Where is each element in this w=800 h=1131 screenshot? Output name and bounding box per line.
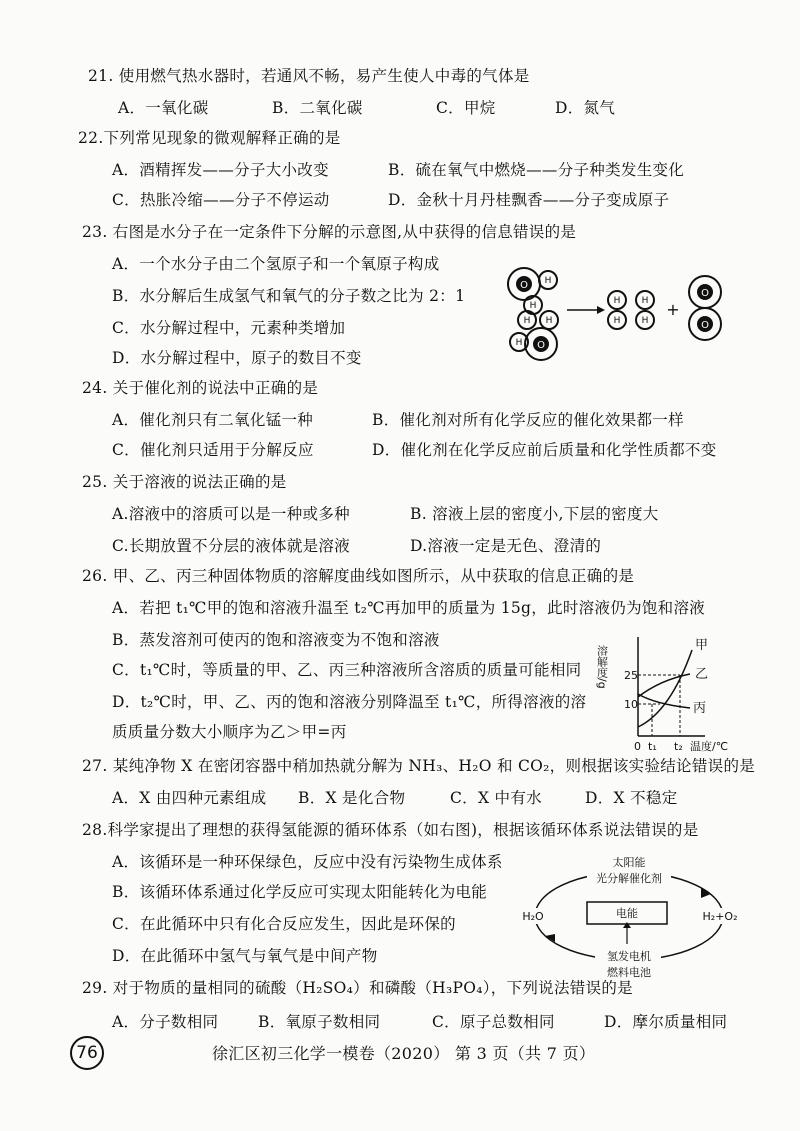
atom-h-label: H — [641, 316, 649, 326]
label-sun: 太阳能 — [612, 856, 646, 869]
legend-yi: 乙 — [695, 667, 709, 682]
q25-option-d[interactable]: D.溶液一定是无色、澄清的 — [410, 537, 602, 555]
q26-option-d[interactable]: D．t₂℃时，甲、乙、丙的饱和溶液分别降温至 t₁℃，所得溶液的溶 — [112, 693, 587, 711]
atom-o-label: O — [701, 288, 709, 299]
q26-option-a[interactable]: A．若把 t₁℃甲的饱和溶液升温至 t₂℃再加甲的质量为 15g，此时溶液仍为饱和溶液 — [112, 599, 706, 617]
legend-jia: 甲 — [695, 638, 709, 653]
atom-o-label: O — [701, 320, 709, 331]
q27-option-a[interactable]: A．X 由四种元素组成 — [112, 789, 267, 807]
tick-10: 10 — [624, 698, 638, 711]
atom-h-label: H — [613, 296, 621, 306]
tick-25: 25 — [624, 669, 638, 682]
q27-stem: 27. 某纯净物 X 在密闭容器中稍加热就分解为 NH₃、H₂O 和 CO₂，则根据该实验结论错误的是 — [82, 757, 756, 775]
q26-option-b[interactable]: B．蒸发溶剂可使丙的饱和溶液变为不饱和溶液 — [112, 631, 440, 649]
atom-h-label: H — [544, 276, 552, 286]
atom-h-label: H — [545, 316, 553, 326]
q23-option-c[interactable]: C．水分解过程中，元素种类增加 — [112, 319, 346, 337]
label-catalyst: 光分解催化剂 — [596, 872, 662, 885]
atom-o-label: O — [520, 280, 528, 291]
hydrogen-cycle-figure — [515, 850, 743, 982]
q25-option-b[interactable]: B. 溶液上层的密度小,下层的密度大 — [410, 505, 659, 523]
curve-jia — [638, 650, 692, 727]
q25-stem: 25. 关于溶液的说法正确的是 — [82, 473, 287, 491]
q22-stem: 22.下列常见现象的微观解释正确的是 — [78, 129, 341, 147]
q28-option-c[interactable]: C．在此循环中只有化合反应发生，因此是环保的 — [112, 915, 456, 933]
q21-option-d[interactable]: D．氮气 — [555, 99, 616, 117]
q29-option-b[interactable]: B．氧原子数相同 — [258, 1013, 381, 1031]
q25-option-a[interactable]: A.溶液中的溶质可以是一种或多种 — [112, 505, 350, 523]
q21-option-b[interactable]: B．二氧化碳 — [272, 99, 363, 117]
page-footer: 徐汇区初三化学一模卷（2020） 第 3 页（共 7 页） — [212, 1044, 596, 1063]
q22-option-b[interactable]: B．硫在氧气中燃烧——分子种类发生变化 — [388, 161, 685, 179]
q25-option-c[interactable]: C.长期放置不分层的液体就是溶液 — [112, 537, 351, 555]
q26-option-d-cont: 质质量分数大小顺序为乙＞甲=丙 — [112, 723, 347, 741]
q23-option-a[interactable]: A．一个水分子由二个氢原子和一个氧原子构成 — [112, 255, 440, 273]
atom-h-label: H — [641, 296, 649, 306]
q26-option-c[interactable]: C．t₁℃时，等质量的甲、乙、丙三种溶液所含溶质的质量可能相同 — [112, 661, 582, 679]
q28-option-b[interactable]: B．该循环体系通过化学反应可实现太阳能转化为电能 — [112, 883, 488, 901]
tick-t2: t₂ — [674, 740, 683, 753]
tick-origin: 0 — [634, 740, 641, 753]
label-generator: 氢发电机 — [607, 950, 651, 963]
solubility-chart — [595, 632, 740, 754]
q29-option-a[interactable]: A．分子数相同 — [112, 1013, 219, 1031]
q24-option-b[interactable]: B．催化剂对所有化学反应的催化效果都一样 — [372, 411, 684, 429]
curve-yi — [638, 674, 690, 697]
atom-o-label: O — [537, 340, 545, 351]
plus-sign: + — [666, 300, 680, 319]
q21-option-a[interactable]: A．一氧化碳 — [118, 99, 209, 117]
tick-t1: t₁ — [648, 740, 657, 753]
q29-option-d[interactable]: D．摩尔质量相同 — [604, 1013, 728, 1031]
q29-option-c[interactable]: C．原子总数相同 — [432, 1013, 555, 1031]
q23-stem: 23. 右图是水分子在一定条件下分解的示意图,从中获得的信息错误的是 — [82, 223, 577, 241]
reaction-arrowhead — [597, 306, 605, 314]
atom-h-label: H — [613, 316, 621, 326]
y-axis-label: 溶解度/g — [595, 645, 609, 689]
label-fuel-cell: 燃料电池 — [607, 966, 651, 979]
label-h2-o2: H₂+O₂ — [702, 910, 738, 923]
q24-stem: 24. 关于催化剂的说法中正确的是 — [82, 379, 319, 397]
q24-option-a[interactable]: A．催化剂只有二氧化锰一种 — [112, 411, 314, 429]
atom-h-label: H — [515, 338, 523, 348]
q24-option-c[interactable]: C．催化剂只适用于分解反应 — [112, 441, 314, 459]
q22-option-a[interactable]: A．酒精挥发——分子大小改变 — [112, 161, 329, 179]
x-axis-label: 温度/℃ — [690, 740, 729, 753]
legend-bing: 丙 — [693, 701, 707, 716]
q27-option-c[interactable]: C．X 中有水 — [450, 789, 542, 807]
q26-stem: 26. 甲、乙、丙三种固体物质的溶解度曲线如图所示，从中获取的信息正确的是 — [82, 567, 635, 585]
q23-option-d[interactable]: D．水分解过程中，原子的数目不变 — [112, 349, 362, 367]
q28-option-d[interactable]: D．在此循环中氢气与氧气是中间产物 — [112, 947, 378, 965]
q24-option-d[interactable]: D．催化剂在化学反应前后质量和化学性质都不变 — [372, 441, 717, 459]
q28-stem: 28.科学家提出了理想的获得氢能源的循环体系（如右图)，根据该循环体系说法错误的是 — [82, 821, 699, 839]
label-h2o: H₂O — [522, 910, 544, 923]
atom-h-label: H — [529, 301, 537, 311]
q28-option-a[interactable]: A．该循环是一种环保绿色，反应中没有污染物生成体系 — [112, 853, 503, 871]
q27-option-d[interactable]: D．X 不稳定 — [585, 789, 678, 807]
q22-option-d[interactable]: D．金秋十月丹桂飘香——分子变成原子 — [388, 191, 670, 209]
q23-option-b[interactable]: B．水分解后生成氢气和氧气的分子数之比为 2：1 — [112, 287, 466, 305]
q21-option-c[interactable]: C．甲烷 — [436, 99, 496, 117]
q27-option-b[interactable]: B．X 是化合物 — [298, 789, 406, 807]
label-power: 电能 — [616, 907, 638, 920]
q22-option-c[interactable]: C．热胀冷缩——分子不停运动 — [112, 191, 330, 209]
q21-stem: 21. 使用燃气热水器时，若通风不畅，易产生使人中毒的气体是 — [88, 67, 530, 85]
q29-stem: 29. 对于物质的量相同的硫酸（H₂SO₄）和磷酸（H₃PO₄），下列说法错误的是 — [82, 979, 633, 997]
water-decomposition-figure — [505, 262, 740, 372]
atom-h-label: H — [523, 316, 531, 326]
page-number-badge: 76 — [70, 1036, 104, 1070]
